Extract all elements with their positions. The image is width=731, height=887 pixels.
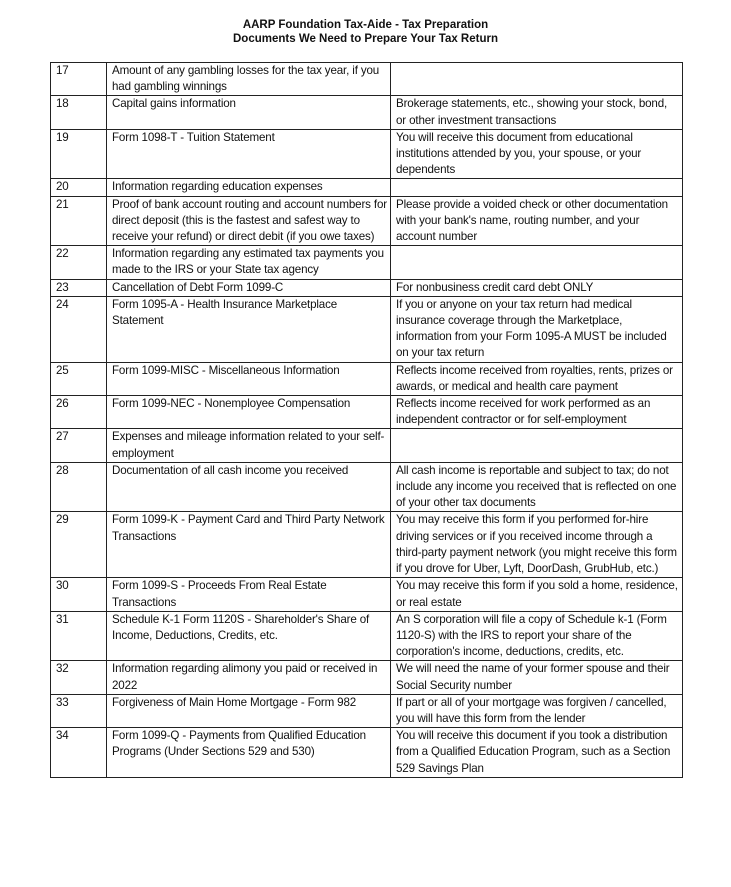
table-row bbox=[51, 611, 683, 661]
table-row bbox=[51, 279, 683, 296]
document-note: You may receive this form if you performed for-hire driving services or if you received income through a third-party payment network (you might receive this form if you drove for Uber, Lyft, DoorDash, GrubHub, etc.) bbox=[391, 512, 683, 578]
row-number: 30 bbox=[51, 578, 107, 611]
table-row bbox=[51, 396, 683, 429]
table-row bbox=[51, 429, 683, 462]
document-subtitle: Documents We Need to Prepare Your Tax Return bbox=[233, 33, 498, 45]
document-note bbox=[391, 429, 683, 462]
document-note: Reflects income received from royalties, rents, prizes or awards, or medical and health care payment bbox=[391, 362, 683, 395]
document-item: Forgiveness of Main Home Mortgage - Form 982 bbox=[107, 694, 391, 727]
row-number: 19 bbox=[51, 129, 107, 179]
row-number: 25 bbox=[51, 362, 107, 395]
row-number: 21 bbox=[51, 196, 107, 246]
row-number: 24 bbox=[51, 296, 107, 362]
document-note: For nonbusiness credit card debt ONLY bbox=[391, 279, 683, 296]
document-item: Information regarding education expenses bbox=[107, 179, 391, 196]
document-note: If you or anyone on your tax return had medical insurance coverage through the Marketplace, information from your Form 1095-A MUST be included on your tax return bbox=[391, 296, 683, 362]
document-item: Cancellation of Debt Form 1099-C bbox=[107, 279, 391, 296]
row-number: 33 bbox=[51, 694, 107, 727]
table-row bbox=[51, 296, 683, 362]
documents-table bbox=[50, 62, 683, 778]
table-row bbox=[51, 462, 683, 512]
row-number: 22 bbox=[51, 246, 107, 279]
document-note: Please provide a voided check or other documentation with your bank's name, routing number, and your account number bbox=[391, 196, 683, 246]
table-row bbox=[51, 179, 683, 196]
document-note: You will receive this document from educational institutions attended by you, your spouse, or your dependents bbox=[391, 129, 683, 179]
document-item: Capital gains information bbox=[107, 96, 391, 129]
document-item: Form 1099-K - Payment Card and Third Party Network Transactions bbox=[107, 512, 391, 578]
document-note bbox=[391, 63, 683, 96]
row-number: 23 bbox=[51, 279, 107, 296]
document-item: Documentation of all cash income you received bbox=[107, 462, 391, 512]
table-row bbox=[51, 694, 683, 727]
document-item: Form 1099-Q - Payments from Qualified Education Programs (Under Sections 529 and 530) bbox=[107, 728, 391, 778]
document-note: If part or all of your mortgage was forgiven / cancelled, you will have this form from the lender bbox=[391, 694, 683, 727]
document-item: Form 1098-T - Tuition Statement bbox=[107, 129, 391, 179]
document-item: Form 1099-MISC - Miscellaneous Information bbox=[107, 362, 391, 395]
document-item: Form 1099-NEC - Nonemployee Compensation bbox=[107, 396, 391, 429]
document-item: Information regarding any estimated tax payments you made to the IRS or your State tax agency bbox=[107, 246, 391, 279]
table-row bbox=[51, 196, 683, 246]
row-number: 32 bbox=[51, 661, 107, 694]
document-note: Reflects income received for work performed as an independent contractor or for self-employment bbox=[391, 396, 683, 429]
document-note bbox=[391, 179, 683, 196]
row-number: 17 bbox=[51, 63, 107, 96]
row-number: 27 bbox=[51, 429, 107, 462]
document-note: You may receive this form if you sold a home, residence, or real estate bbox=[391, 578, 683, 611]
document-item: Schedule K-1 Form 1120S - Shareholder's Share of Income, Deductions, Credits, etc. bbox=[107, 611, 391, 661]
document-item: Form 1095-A - Health Insurance Marketplace Statement bbox=[107, 296, 391, 362]
table-row bbox=[51, 362, 683, 395]
row-number: 29 bbox=[51, 512, 107, 578]
document-item: Information regarding alimony you paid or received in 2022 bbox=[107, 661, 391, 694]
table-row bbox=[51, 661, 683, 694]
table-row bbox=[51, 129, 683, 179]
row-number: 34 bbox=[51, 728, 107, 778]
row-number: 31 bbox=[51, 611, 107, 661]
document-note: An S corporation will file a copy of Schedule k-1 (Form 1120-S) with the IRS to report your share of the corporation's income, deductions, credits, etc. bbox=[391, 611, 683, 661]
document-item: Proof of bank account routing and account numbers for direct deposit (this is the fastest and safest way to receive your refund) or direct debit (if you owe taxes) bbox=[107, 196, 391, 246]
document-note: All cash income is reportable and subject to tax; do not include any income you received that is reflected on one of your other tax documents bbox=[391, 462, 683, 512]
table-row bbox=[51, 96, 683, 129]
row-number: 20 bbox=[51, 179, 107, 196]
document-header bbox=[0, 18, 731, 46]
table-row bbox=[51, 578, 683, 611]
document-note: Brokerage statements, etc., showing your stock, bond, or other investment transactions bbox=[391, 96, 683, 129]
table-row bbox=[51, 728, 683, 778]
document-note bbox=[391, 246, 683, 279]
document-title: AARP Foundation Tax-Aide - Tax Preparation bbox=[242, 19, 489, 31]
row-number: 26 bbox=[51, 396, 107, 429]
document-note: We will need the name of your former spouse and their Social Security number bbox=[391, 661, 683, 694]
row-number: 28 bbox=[51, 462, 107, 512]
document-item: Expenses and mileage information related to your self-employment bbox=[107, 429, 391, 462]
row-number: 18 bbox=[51, 96, 107, 129]
table-row bbox=[51, 246, 683, 279]
table-row bbox=[51, 512, 683, 578]
document-item: Form 1099-S - Proceeds From Real Estate Transactions bbox=[107, 578, 391, 611]
document-item: Amount of any gambling losses for the tax year, if you had gambling winnings bbox=[107, 63, 391, 96]
table-row bbox=[51, 63, 683, 96]
document-note: You will receive this document if you took a distribution from a Qualified Education Program, such as a Section 529 Savings Plan bbox=[391, 728, 683, 778]
